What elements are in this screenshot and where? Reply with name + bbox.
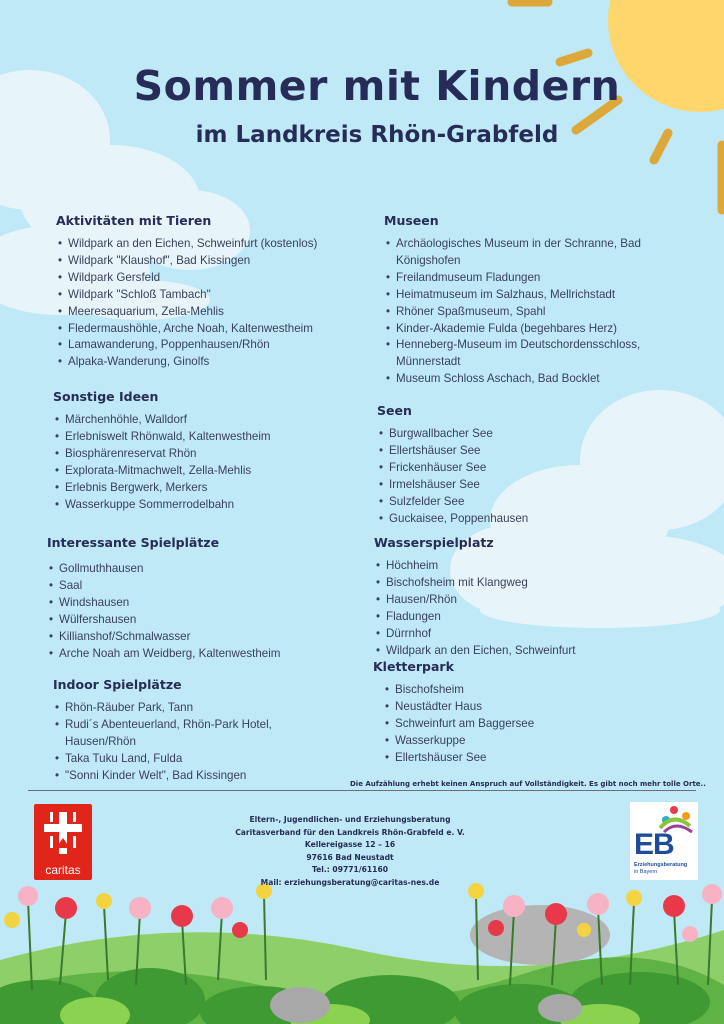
list-item: • Henneberg-Museum im Deutschordensschloss, Münnerstadt — [396, 337, 646, 371]
section-indoor — [53, 677, 353, 785]
section-seen — [377, 403, 677, 527]
list-item: • Erlebnis Bergwerk, Merkers — [65, 480, 353, 497]
list-item: • Irmelshäuser See — [389, 477, 677, 494]
caritas-logo — [34, 804, 92, 880]
section-heading: Aktivitäten mit Tieren — [56, 213, 212, 228]
section-heading: Sonstige Ideen — [53, 389, 159, 404]
flower-icon — [211, 897, 233, 919]
eb-letters: EB — [634, 828, 674, 861]
list-item: • Killianshof/Schmalwasser — [59, 629, 347, 646]
section-heading: Interessante Spielplätze — [47, 535, 220, 550]
list-item: • Fledermaushöhle, Arche Noah, Kaltenwestheim — [68, 321, 356, 338]
disclaimer-note: Die Aufzählung erhebt keinen Anspruch auf Vollständigkeit. Es gibt noch mehr tolle Orte.. — [350, 780, 706, 788]
list-item: • Lamawanderung, Poppenhausen/Rhön — [68, 337, 356, 354]
list-item: • Schweinfurt am Baggersee — [395, 716, 673, 733]
section-tiere — [56, 213, 356, 371]
list-item: • Bischofsheim mit Klangweg — [386, 575, 674, 592]
list-item: • Windshausen — [59, 595, 347, 612]
contact-line: Kellereigasse 12 – 16 — [304, 840, 396, 849]
divider — [28, 790, 696, 791]
list-item: • Kinder-Akademie Fulda (begehbares Herz) — [396, 321, 646, 338]
list-item: • Rhöner Spaßmuseum, Spahl — [396, 304, 646, 321]
section-heading: Indoor Spielplätze — [53, 677, 182, 692]
list-item: • Wildpark Gersfeld — [68, 270, 356, 287]
section-heading: Kletterpark — [373, 659, 454, 674]
list-item: • Meeresaquarium, Zella-Mehlis — [68, 304, 356, 321]
list-item: • Hausen/Rhön — [386, 592, 674, 609]
caritas-wordmark: caritas — [45, 863, 81, 877]
list-item: • Wildpark "Klaushof", Bad Kissingen — [68, 253, 356, 270]
flower-icon — [55, 897, 77, 919]
flower-icon — [587, 893, 609, 915]
flower-icon — [503, 895, 525, 917]
list-item: • Explorata-Mitmachwelt, Zella-Mehlis — [65, 463, 353, 480]
item-list — [53, 412, 353, 513]
list-item: • Dürrnhof — [386, 626, 674, 643]
item-list — [374, 558, 674, 659]
item-list — [53, 700, 290, 785]
contact-block — [200, 814, 500, 889]
page-subtitle: im Landkreis Rhön-Grabfeld — [195, 122, 559, 148]
flower-icon — [232, 922, 248, 938]
flower-icon — [129, 897, 151, 919]
list-item: • Wildpark an den Eichen, Schweinfurt (kostenlos) — [68, 236, 356, 253]
eb-logo — [630, 802, 698, 880]
list-item: • Rudi´s Abenteuerland, Rhön-Park Hotel, Hausen/Rhön — [65, 717, 290, 751]
list-item: • "Sonni Kinder Welt", Bad Kissingen — [65, 768, 290, 785]
section-heading: Seen — [377, 403, 412, 418]
flower-icon — [18, 886, 38, 906]
flower-icon — [171, 905, 193, 927]
contact-email: Mail: erziehungsberatung@caritas-nes.de — [260, 877, 440, 887]
section-kletter — [373, 659, 673, 767]
list-item: • Ellertshäuser See — [395, 750, 673, 767]
list-item: • Sulzfelder See — [389, 494, 677, 511]
page-title: Sommer mit Kindern — [133, 62, 621, 110]
list-item: • Wasserkuppe Sommerrodelbahn — [65, 497, 353, 514]
contact-line: Caritasverband für den Landkreis Rhön-Grabfeld e. V. — [235, 827, 465, 837]
list-item: • Rhön-Räuber Park, Tann — [65, 700, 290, 717]
item-list — [56, 236, 356, 371]
section-ideen — [53, 389, 353, 513]
flower-icon — [626, 890, 642, 906]
list-item: • Frickenhäuser See — [389, 460, 677, 477]
contact-line: Eltern-, Jugendlichen- und Erziehungsberatung — [249, 815, 451, 824]
rock-right — [470, 905, 610, 965]
list-item: • Gollmuthhausen — [59, 561, 347, 578]
list-item: • Wülfershausen — [59, 612, 347, 629]
list-item: • Märchenhöhle, Walldorf — [65, 412, 353, 429]
caritas-cross-icon — [34, 804, 92, 862]
eb-subtitle: Erziehungsberatung in Bayern — [634, 862, 688, 875]
list-item: • Burgwallbacher See — [389, 426, 677, 443]
item-list — [373, 682, 673, 767]
contact-line: Tel.: 09771/61160 — [311, 865, 389, 874]
list-item: • Arche Noah am Weidberg, Kaltenwestheim — [59, 646, 347, 663]
flowers — [4, 883, 722, 942]
section-heading: Wasserspielplatz — [374, 535, 494, 550]
flower-icon — [4, 912, 20, 928]
section-spielplaetze — [47, 535, 347, 662]
flower-icon — [96, 893, 112, 909]
list-item: • Taka Tuku Land, Fulda — [65, 751, 290, 768]
item-list — [47, 561, 347, 662]
list-item: • Freilandmuseum Fladungen — [396, 270, 646, 287]
flower-icon — [702, 884, 722, 904]
flower-icon — [577, 923, 591, 937]
list-item: • Erlebniswelt Rhönwald, Kaltenwestheim — [65, 429, 353, 446]
item-list — [377, 426, 677, 527]
list-item: • Heimatmuseum im Salzhaus, Mellrichstadt — [396, 287, 646, 304]
list-item: • Bischofsheim — [395, 682, 673, 699]
list-item: • Neustädter Haus — [395, 699, 673, 716]
list-item: • Alpaka-Wanderung, Ginolfs — [68, 354, 356, 371]
section-heading: Museen — [384, 213, 439, 228]
list-item: • Ellertshäuser See — [389, 443, 677, 460]
list-item: • Wildpark an den Eichen, Schweinfurt — [386, 643, 674, 660]
list-item: • Archäologisches Museum in der Schranne, Bad Königshofen — [396, 236, 646, 270]
list-item: • Wasserkuppe — [395, 733, 673, 750]
flower-icon — [545, 903, 567, 925]
list-item: • Wildpark "Schloß Tambach" — [68, 287, 356, 304]
list-item: • Biosphärenreservat Rhön — [65, 446, 353, 463]
flower-icon — [682, 926, 698, 942]
list-item: • Fladungen — [386, 609, 674, 626]
list-item: • Guckaisee, Poppenhausen — [389, 511, 677, 528]
list-item: • Höchheim — [386, 558, 674, 575]
flower-icon — [488, 920, 504, 936]
list-item: • Museum Schloss Aschach, Bad Bocklet — [396, 371, 646, 388]
section-museen — [384, 213, 684, 388]
contact-line: 97616 Bad Neustadt — [306, 852, 394, 862]
list-item: • Saal — [59, 578, 347, 595]
item-list — [384, 236, 646, 388]
section-wasser — [374, 535, 674, 659]
flower-icon — [663, 895, 685, 917]
